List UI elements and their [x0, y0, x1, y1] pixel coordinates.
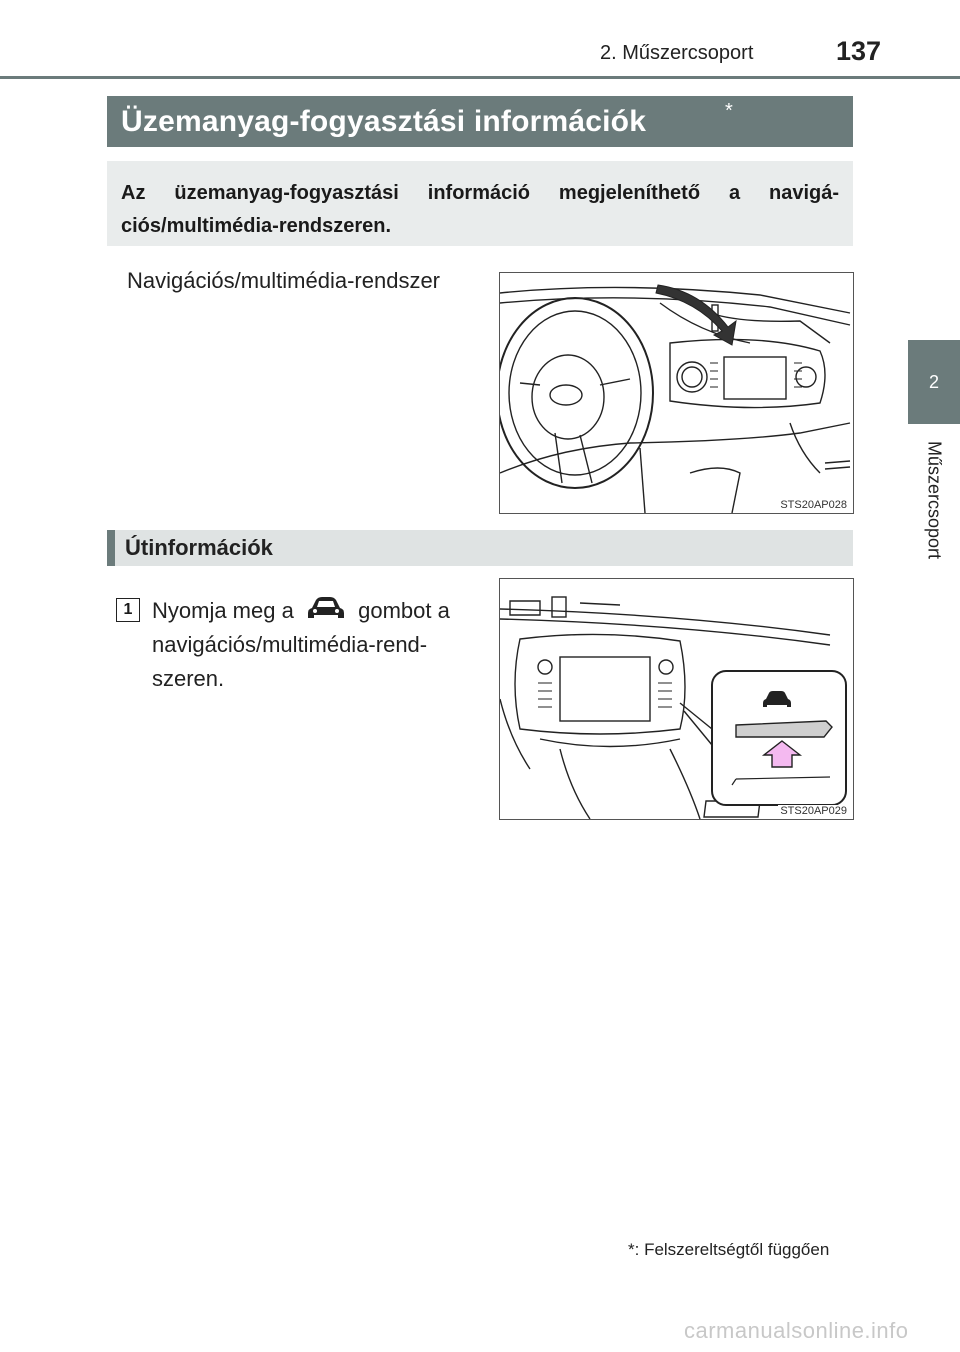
- step-number: 1: [116, 598, 140, 622]
- intro-box: [107, 161, 853, 246]
- console-figure: [499, 578, 854, 820]
- footnote-text: : Felszereltségtől függően: [634, 1240, 830, 1259]
- step-text-after: gombot a navigációs/multimédia-rend-szeren.: [152, 598, 450, 691]
- car-icon: [304, 594, 348, 622]
- subsection-accent: [107, 530, 115, 566]
- footnote: [628, 1240, 829, 1260]
- chapter-side-label: Műszercsoport: [924, 440, 945, 560]
- footnote-marker: *: [628, 1240, 635, 1259]
- watermark: carmanualsonline.info: [684, 1318, 909, 1343]
- console-illustration: [500, 579, 853, 819]
- header-rule: [0, 76, 960, 79]
- section-title: Üzemanyag-fogyasztási információk: [121, 105, 647, 138]
- title-footnote-marker: *: [725, 100, 733, 122]
- dashboard-illustration: [500, 273, 853, 513]
- page-number: 137: [836, 36, 882, 66]
- dashboard-figure: [499, 272, 854, 514]
- section-title-bar: [107, 96, 853, 147]
- step-text-before: Nyomja meg a: [152, 598, 294, 623]
- chapter-tab-number: 2: [928, 371, 939, 392]
- figure-code: STS20AP028: [780, 499, 847, 511]
- intro-text: Az üzemanyag-fogyasztási információ megjeleníthető a navigá-ciós/multimédia-rendszeren.: [121, 182, 839, 237]
- chapter-tab: [908, 340, 960, 424]
- step-text: [152, 594, 472, 696]
- figure-code: STS20AP029: [780, 805, 847, 817]
- chapter-title: 2. Műszercsoport: [600, 42, 754, 64]
- subsection-bar: [107, 530, 853, 566]
- nav-system-caption: Navigációs/multimédia-rendszer: [127, 268, 441, 293]
- subsection-heading: Útinformációk: [125, 535, 273, 560]
